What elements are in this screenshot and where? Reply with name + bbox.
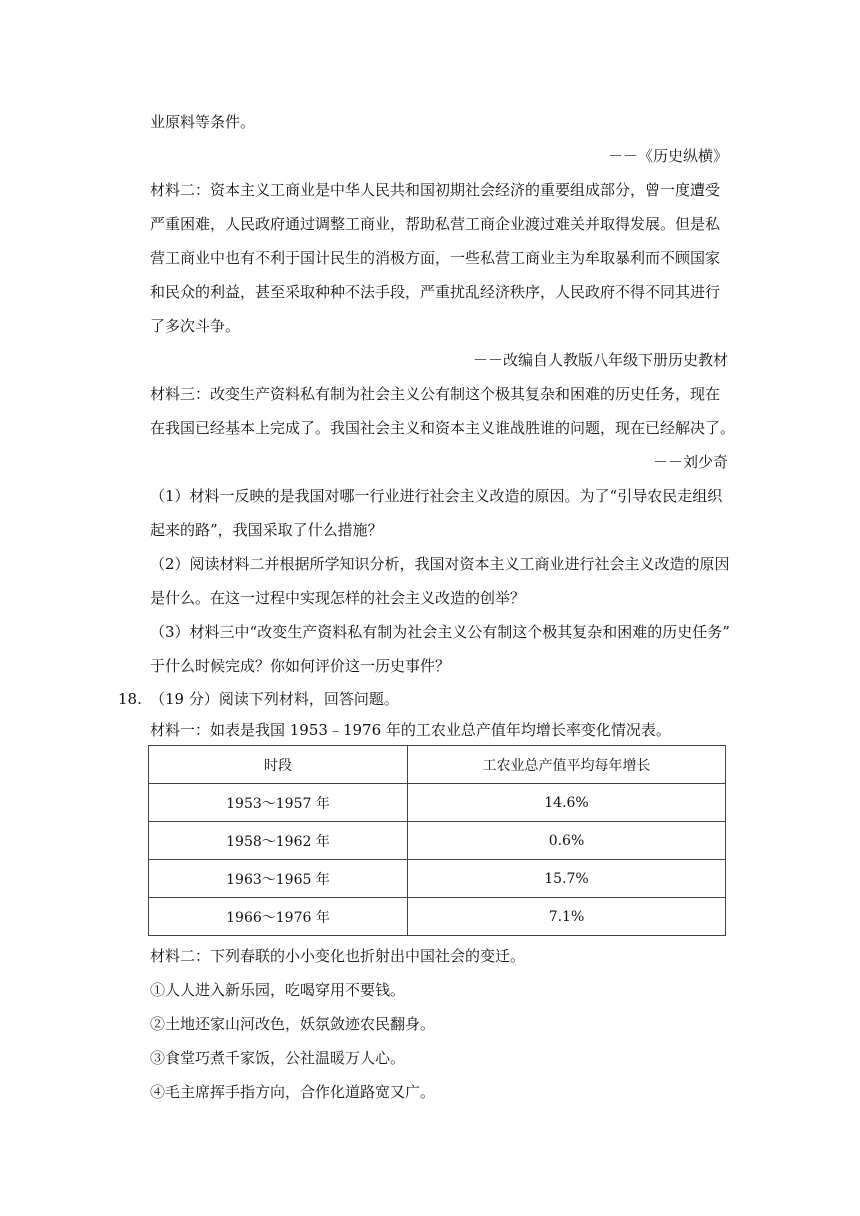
couplet-item: ②土地还家山河改色，妖氛敛迹农民翻身。 xyxy=(150,1015,436,1033)
table-header-row xyxy=(149,746,726,784)
source-citation: －－《历史纵横》 xyxy=(607,147,728,165)
table-header-cell: 时段 xyxy=(149,746,408,784)
source-citation: －－刘少奇 xyxy=(652,453,728,471)
couplet-item: ④毛主席挥手指方向，合作化道路宽又广。 xyxy=(150,1083,436,1101)
material-three-line: 在我国已经基本上完成了。我国社会主义和资本主义谁战胜谁的问题，现在已经解决了。 xyxy=(150,419,736,437)
table-cell: 7.1% xyxy=(408,898,726,936)
question-intro: （19 分）阅读下列材料，回答问题。 xyxy=(150,690,399,708)
table-cell: 1963～1965 年 xyxy=(149,860,408,898)
material-three-line: 材料三：改变生产资料私有制为社会主义公有制这个极其复杂和困难的历史任务，现在 xyxy=(150,385,721,403)
text-line: 业原料等条件。 xyxy=(150,113,256,131)
table-row xyxy=(149,898,726,936)
material-two-line: 材料二：下列春联的小小变化也折射出中国社会的变迁。 xyxy=(150,947,526,965)
table-cell: 15.7% xyxy=(408,860,726,898)
table-row xyxy=(149,860,726,898)
table-header-cell: 工农业总产值平均每年增长 xyxy=(408,746,726,784)
material-two-line: 了多次斗争。 xyxy=(150,317,241,335)
material-two-line: 和民众的利益，甚至采取种种不法手段，严重扰乱经济秩序，人民政府不得不同其进行 xyxy=(150,283,721,301)
question-line: （3）材料三中“改变生产资料私有制为社会主义公有制这个极其复杂和困难的历史任务” xyxy=(150,623,730,641)
table-cell: 0.6% xyxy=(408,822,726,860)
table-cell: 14.6% xyxy=(408,784,726,822)
couplet-item: ①人人进入新乐园，吃喝穿用不要钱。 xyxy=(150,981,406,999)
source-citation: －－改编自人教版八年级下册历史教材 xyxy=(472,351,728,369)
material-two-line: 材料二：资本主义工商业是中华人民共和国初期社会经济的重要组成部分，曾一度遭受 xyxy=(150,181,721,199)
question-line: 于什么时候完成？你如何评价这一历史事件？ xyxy=(150,657,451,675)
question-line: 起来的路”，我国采取了什么措施？ xyxy=(150,521,383,539)
table-row xyxy=(149,822,726,860)
question-line: （1）材料一反映的是我国对哪一行业进行社会主义改造的原因。为了“引导农民走组织 xyxy=(150,487,723,505)
table-cell: 1953～1957 年 xyxy=(149,784,408,822)
material-two-line: 严重困难，人民政府通过调整工商业，帮助私营工商企业渡过难关并取得发展。但是私 xyxy=(150,215,721,233)
material-two-line: 营工商业中也有不利于国计民生的消极方面，一些私营工商业主为牟取暴利而不顾国家 xyxy=(150,249,721,267)
table-row xyxy=(149,784,726,822)
question-line: （2）阅读材料二并根据所学知识分析，我国对资本主义工商业进行社会主义改造的原因 xyxy=(150,555,730,573)
table-cell: 1966～1976 年 xyxy=(149,898,408,936)
growth-rate-table xyxy=(148,745,726,936)
question-number: 18. xyxy=(118,690,142,708)
couplet-item: ③食堂巧煮千家饭，公社温暖万人心。 xyxy=(150,1049,406,1067)
table-cell: 1958～1962 年 xyxy=(149,822,408,860)
material-one-line: 材料一：如表是我国 1953﹣1976 年的工农业总产值年均增长率变化情况表。 xyxy=(150,721,671,739)
question-line: 是什么。在这一过程中实现怎样的社会主义改造的创举？ xyxy=(150,589,526,607)
